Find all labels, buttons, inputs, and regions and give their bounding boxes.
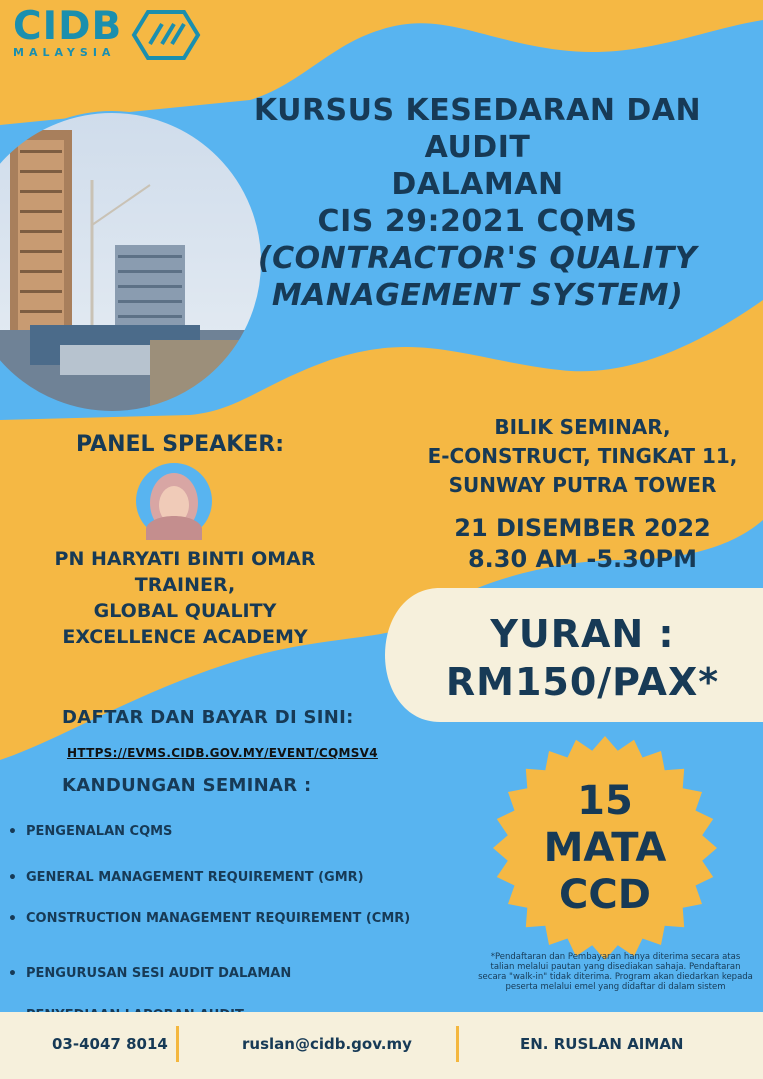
speaker-role: TRAINER, (134, 574, 236, 596)
title-line-3: CIS 29:2021 CQMS (317, 204, 638, 239)
speaker-info (10, 546, 360, 650)
title-line-4: (CONTRACTOR'S QUALITY (257, 241, 698, 276)
speaker-name: PN HARYATI BINTI OMAR (54, 548, 316, 570)
ccd-line-3: CCD (559, 872, 651, 918)
cidb-logo-text: CIDB (13, 4, 123, 49)
registration-heading: DAFTAR DAN BAYAR DI SINI: (62, 707, 354, 728)
list-item: • CONSTRUCTION MANAGEMENT REQUIREMENT (CMR) (26, 911, 416, 927)
footer-divider (456, 1026, 459, 1062)
footer-phone: 03-4047 8014 (52, 1035, 168, 1053)
fee-amount: RM150/PAX* (445, 660, 720, 704)
footer-contact: EN. RUSLAN AIMAN (520, 1035, 684, 1053)
title-line-5: MANAGEMENT SYSTEM) (271, 278, 684, 313)
footer-divider (176, 1026, 179, 1062)
venue (410, 413, 755, 500)
list-item: • PENGENALAN CQMS (26, 824, 446, 840)
venue-line-2: E-CONSTRUCT, TINGKAT 11, (427, 444, 738, 468)
venue-line-3: SUNWAY PUTRA TOWER (448, 473, 717, 497)
speaker-org-line-2: EXCELLENCE ACADEMY (62, 626, 308, 648)
event-date: 21 DISEMBER 2022 (454, 514, 711, 542)
ccd-line-2: MATA (543, 825, 667, 871)
title-line-2: DALAMAN (391, 167, 564, 202)
course-title (200, 92, 755, 314)
ccd-number: 15 (577, 778, 633, 824)
contents-list (6, 818, 446, 981)
registration-note: *Pendaftaran dan Pembayaran hanya diterima secara atas talian melalui pautan yang disediakan sahaja. Pendaftaran secara "walk-in" tidak diterima. Program akan diedarkan kepada peserta melalui emel yang didaftar di dalam sistem (478, 952, 753, 992)
event-time: 8.30 AM -5.30PM (467, 545, 698, 573)
contents-heading: KANDUNGAN SEMINAR : (62, 775, 312, 796)
list-item: • PENGURUSAN SESI AUDIT DALAMAN (26, 966, 446, 982)
fee-label: YURAN : (490, 612, 675, 656)
footer-email[interactable]: ruslan@cidb.gov.my (242, 1035, 412, 1053)
speaker-avatar (136, 463, 212, 540)
ccd-points (505, 778, 705, 919)
registration-link[interactable]: HTTPS://EVMS.CIDB.GOV.MY/EVENT/CQMSV4 (67, 746, 378, 760)
panel-speaker-heading: PANEL SPEAKER: (75, 432, 285, 457)
list-item: • GENERAL MANAGEMENT REQUIREMENT (GMR) (26, 870, 446, 886)
speaker-org-line-1: GLOBAL QUALITY (93, 600, 277, 622)
title-line-1: KURSUS KESEDARAN DAN AUDIT (253, 93, 702, 165)
schedule (410, 513, 755, 575)
fee (410, 610, 755, 706)
venue-line-1: BILIK SEMINAR, (494, 415, 671, 439)
cidb-logo-subtitle: MALAYSIA (13, 46, 116, 59)
